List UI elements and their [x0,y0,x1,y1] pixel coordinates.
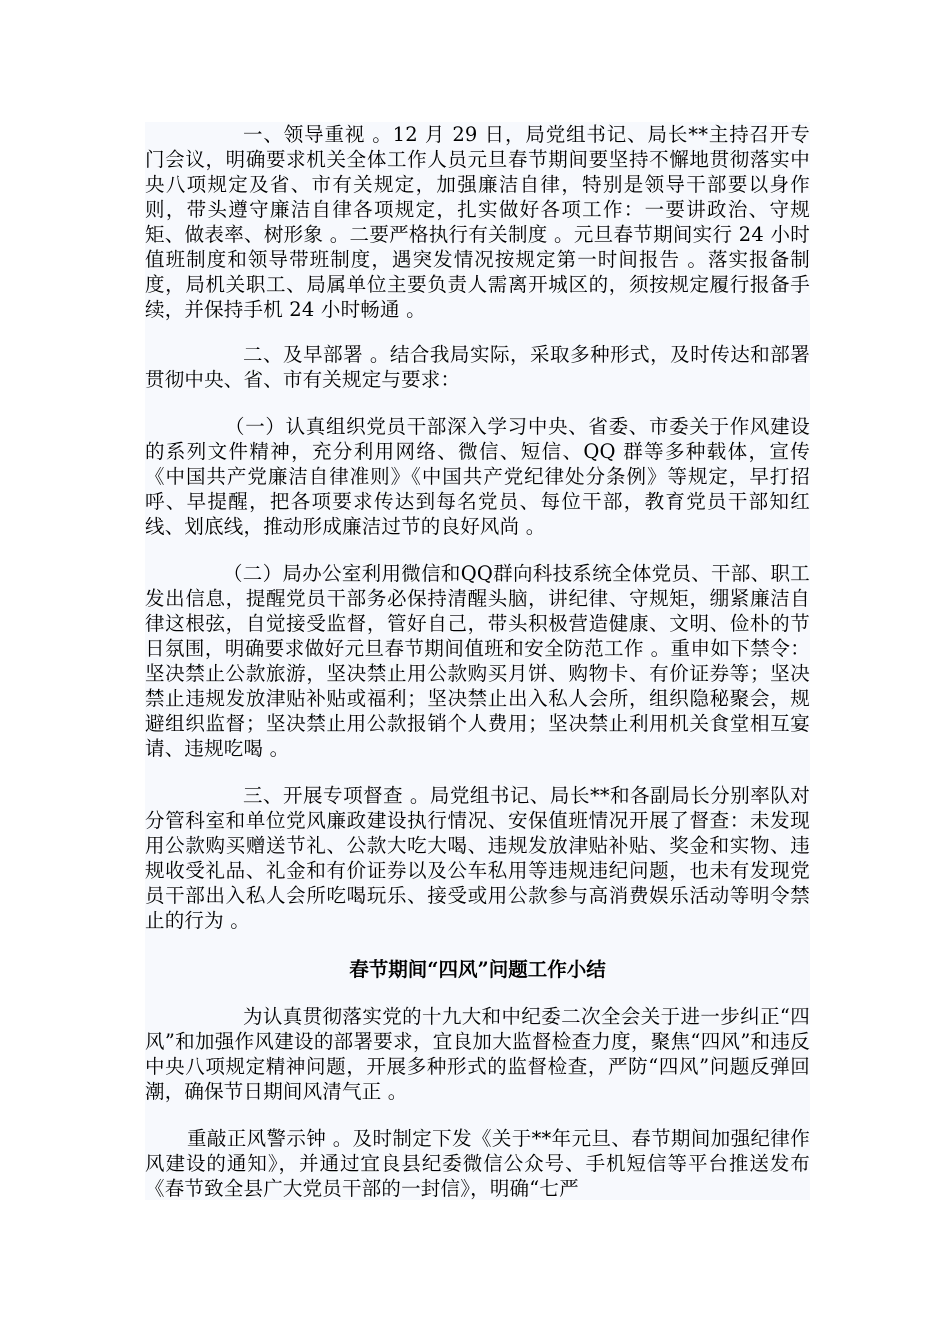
section-title: 春节期间“四风”问题工作小结 [349,958,606,981]
paragraph-inspection: 三、开展专项督查 。局党组书记、局长**和各副局长分别率队对分管科室和单位党风廉政建设执行情况、安保值班情况开展了督查：未发现用公款购买赠送节礼、公款大吃大喝、违规发放津贴补贴、奖金和实物、违规收受礼品、礼金和有价证券以及公车私用等违规违纪问题，也未有发现党员干部出入私人会所吃喝玩乐、接受或用公款参与高消费娱乐活动等明令禁止的行为 。 [145,784,810,932]
paragraph-item-1: （一）认真组织党员干部深入学习中央、省委、市委关于作风建设的系列文件精神，充分利用网络、微信、短信、QQ 群等多种载体，宣传《中国共产党廉洁自律准则》《中国共产党纪律处分条例》等规定，早打招呼、早提醒，把各项要求传达到每名党员、每位干部，教育党员干部知红线、划底线，推动形成廉洁过节的良好风尚 。 [145,415,810,538]
paragraph-item-2: （二）局办公室利用微信和QQ群向科技系统全体党员、干部、职工发出信息，提醒党员干部务必保持清醒头脑，讲纪律、守规矩，绷紧廉洁自律这根弦，自觉接受监督，管好自己，带头积极营造健康、文明、俭朴的节日氛围，明确要求做好元旦春节期间值班和安全防范工作 。重申如下禁令：坚决禁止公款旅游，坚决禁止用公款购买月饼、购物卡、有价证券等；坚决禁止违规发放津贴补贴或福利；坚决禁止出入私人会所，组织隐秘聚会，规避组织监督；坚决禁止用公款报销个人费用；坚决禁止利用机关食堂相互宴请、违规吃喝 。 [145,562,810,760]
paragraph-warning: 重敲正风警示钟 。及时制定下发《关于**年元旦、春节期间加强纪律作风建设的通知》，并通过宜良县纪委微信公众号、手机短信等平台推送发布《春节致全县广大党员干部的一封信》，明确“七严 [145,1127,810,1200]
paragraph-leadership: 一、领导重视 。12 月 29 日，局党组书记、局长**主持召开专门会议，明确要求机关全体工作人员元旦春节期间要坚持不懈地贯彻落实中央八项规定及省、市有关规定，加强廉洁自律，特别是领导干部要以身作则，带头遵守廉洁自律各项规定，扎实做好各项工作：一要讲政治、守规矩、做表率、树形象 。二要严格执行有关制度 。元旦春节期间实行 24 小时值班制度和领导带班制度，遇突发情况按规定第一时间报告 。落实报备制度，局机关职工、局属单位主要负责人需离开城区的，须按规定履行报备手续，并保持手机 24 小时畅通 。 [145,123,810,321]
document-page [145,122,810,1200]
paragraph-deployment: 二、及早部署 。结合我局实际，采取多种形式，及时传达和部署贯彻中央、省、市有关规定与要求： [145,343,810,391]
paragraph-intro: 为认真贯彻落实党的十九大和中纪委二次全会关于进一步纠正“四风”和加强作风建设的部署要求，宜良加大监督检查力度，聚焦“四风”和违反中央八项规定精神问题，开展多种形式的监督检查，严防“四风”问题反弹回潮，确保节日期间风清气正 。 [145,1005,810,1103]
